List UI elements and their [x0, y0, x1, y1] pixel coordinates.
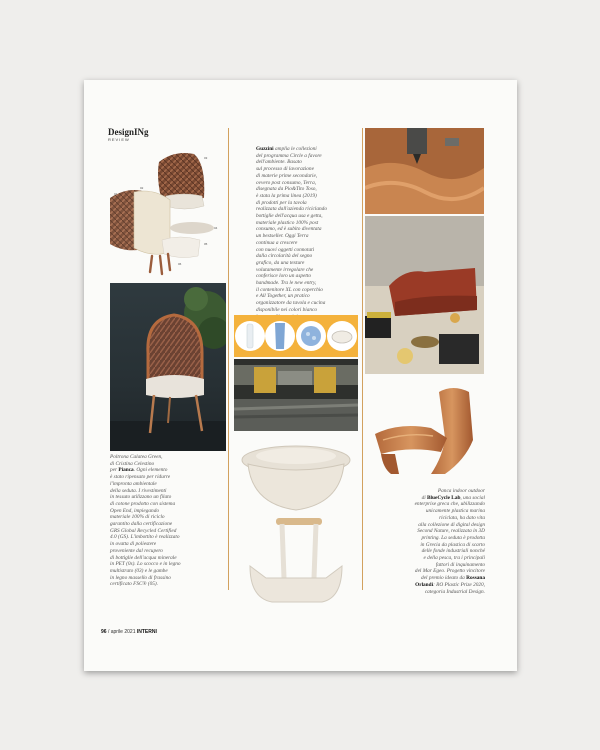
brand-name: Rossana [466, 575, 485, 582]
caption-line: riciclata, ha dato vita [439, 514, 485, 521]
caption-line: volutamente irregolare che [256, 266, 314, 273]
caption-line: grafico, da una texture [256, 259, 305, 266]
section-subtitle: REVIEW [108, 137, 130, 142]
sketch-label: 02 [140, 186, 144, 190]
caption-line: il contenitore XL con coperchio [256, 286, 323, 293]
caption-line: di bottiglie dell'acqua minerale [110, 554, 177, 561]
caption-line: handmade. Tra le new entry, [256, 280, 317, 287]
caption-line: del programma Circle a favore [256, 152, 322, 159]
caption-line: ovvero post consumo, Terra, [256, 179, 317, 186]
caption-line: consumo, ed è subito diventata [256, 226, 322, 233]
armchair-photo [110, 283, 226, 451]
caption-line: Guzzini amplia le collezioni [256, 146, 317, 152]
caption-line: organizzatore da tavola e cucina [256, 300, 326, 307]
caption-pianca [110, 454, 226, 588]
column-rule-2 [362, 128, 363, 590]
caption-line: di cotone prodotto con sistema [110, 500, 176, 507]
brand-name: Pianca [118, 467, 134, 474]
caption-line: dell'ambiente. Basato [256, 159, 302, 166]
caption-line: proveniente dal recupero [110, 547, 163, 554]
caption-line: è stata la prima linea (2019) [256, 192, 317, 199]
caption-line: unicamente plastica marina [425, 508, 485, 515]
magazine-name: INTERNI [136, 629, 157, 635]
sketch-label: 06 [178, 262, 182, 266]
sketch-label: 04 [214, 226, 218, 230]
sketch-label: 03 [204, 156, 208, 160]
caption-line: disegnata da Pio&Tito Toso, [256, 186, 317, 193]
caption-line: in PET (0s). Lo scocco e in legno [110, 561, 181, 568]
caption-line: l'impronta ambientale [110, 480, 157, 487]
caption-line: in ovatta di poliestere [110, 541, 157, 548]
caption-line: del Mar Egeo. Progetto vincitore [414, 568, 485, 575]
caption-line: un bestseller. Oggi Terra [256, 233, 309, 240]
caption-line: fattori di inquinamento [435, 561, 485, 568]
caption-line: Open End, impiegando [110, 507, 159, 514]
bowl-product-photo [240, 436, 352, 516]
caption-line: conferisce loro un aspetto [256, 273, 311, 280]
caption-line: Second Nature, realizzata in 3D [417, 528, 485, 535]
caption-guzzini [256, 146, 360, 320]
column-rule-1 [228, 128, 229, 590]
caption-bluecycle [379, 488, 485, 595]
brand-name: Guzzini [256, 146, 274, 152]
caption-line: materiale 100% di riciclo [110, 514, 165, 521]
caption-line: è stato ripensato per ridurre [110, 474, 171, 481]
caption-line: di prodotti per la tavola [256, 199, 307, 206]
caption-line: per Pianca. Ogni elemento [110, 467, 168, 474]
caption-line: di Cristina Celestino [110, 460, 155, 467]
page-number: 96 [101, 629, 107, 635]
caption-line: e All Together, un pratico [256, 293, 310, 300]
caption-line: realizzata dall'azienda riciclando [256, 206, 327, 213]
caption-line: Poltrona Calatea Green, [110, 454, 163, 460]
caption-line: continua a crescere [256, 239, 298, 246]
brand-name: Orlandi [415, 581, 434, 588]
recycling-process-strip [234, 315, 358, 357]
caption-line: categoria Industrial Design. [424, 588, 485, 595]
caption-line: Orlandi: RO Plastic Prize 2020, [415, 581, 485, 588]
caption-line: disponibile nei colori bianco [256, 306, 318, 313]
caption-line: delle fonde industriali nonché [421, 548, 485, 555]
caption-line: materiale plastico 100% post [256, 219, 319, 226]
sketch-label: 05 [204, 242, 208, 246]
caption-line: GRS Global Recycled Certified [110, 527, 177, 534]
issue-date: aprile 2021 [110, 629, 136, 635]
caption-line: bottiglie dell'acqua usa e getta, [256, 213, 323, 220]
factory-machine-photo [234, 359, 358, 431]
caption-line: e della pesca, tra i principali [423, 555, 485, 562]
caption-line: di BlueCycle Lab, una social [421, 494, 485, 501]
caption-line: alla collezione di digital design [418, 521, 485, 528]
3d-printing-photo [365, 128, 484, 214]
caption-line: 4.0 (GS). L'imbottito è realizzato [110, 534, 180, 541]
caption-line: certificato FSC® (05). [110, 581, 159, 588]
caption-line: garantito dalla certificazione [110, 521, 173, 528]
caption-line: di materie prime secondarie, [256, 172, 318, 179]
page-footer [101, 629, 157, 635]
footer-separator: / [107, 629, 111, 635]
bench-outdoor-photo [365, 216, 484, 374]
caption-line: in Grecia da plastica di scarto [420, 541, 485, 548]
brand-name: BlueCycle Lab [427, 494, 461, 501]
caption-line: sul processo di lavorazione [256, 166, 314, 173]
wood-lounge-chair-photo [369, 382, 481, 480]
caption-line: della seduta. I rivestimenti [110, 487, 167, 494]
section-logo: DesignINg [108, 127, 149, 137]
chair-exploded-drawing [104, 148, 226, 278]
magazine-page [84, 80, 517, 671]
caption-line: in legno massello di frassino [110, 574, 171, 581]
organizer-product-photo [242, 512, 350, 610]
caption-line: con nuovi oggetti connotati [256, 246, 315, 253]
caption-line: printing. La seduta è prodotta [421, 534, 485, 541]
caption-line: in tessuto utilizzano un filato [110, 494, 172, 501]
caption-line: multistrato (03) e le gambe [110, 567, 168, 574]
caption-line: enterprise greca che, ubilizzando [414, 501, 485, 508]
sketch-label: 01 [114, 192, 118, 196]
caption-line: Panca indoor outdoor [437, 488, 485, 494]
caption-line: del premio ideato da Rossana [421, 575, 485, 582]
caption-line: dalla circolarità del segno [256, 253, 313, 260]
